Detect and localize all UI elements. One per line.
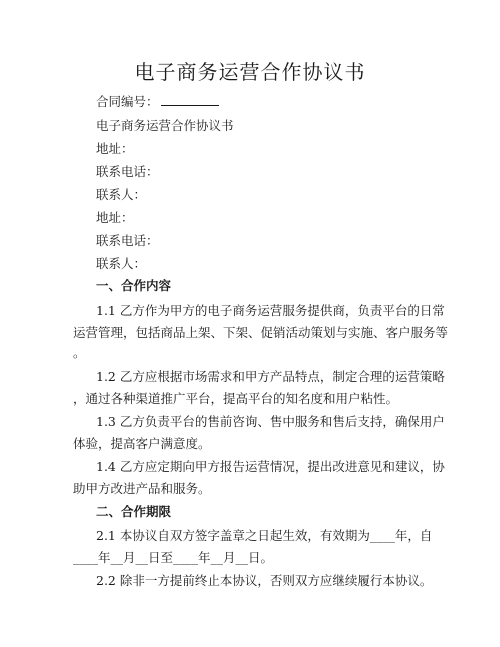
party-b-address: 地址： — [96, 210, 134, 225]
clause-1-1-line-3: 。 — [73, 345, 86, 360]
contract-number-label: 合同编号： — [96, 94, 159, 109]
clause-1-3-line-2: 体验，提高客户满意度。 — [73, 436, 211, 451]
contract-number-row — [96, 93, 219, 111]
clause-1-1-line-1: 1.1 乙方作为甲方的电子商务运营服务提供商，负责平台的日常 — [96, 303, 445, 318]
clause-2-1-line-1: 2.1 本协议自双方签字盖章之日起生效，有效期为____年，自 — [96, 528, 433, 543]
section-1-heading: 一、合作内容 — [96, 278, 172, 293]
clause-1-2-line-2: ，通过各种渠道推广平台，提高平台的知名度和用户粘性。 — [73, 391, 399, 406]
party-a-address: 地址： — [96, 141, 134, 156]
contract-number-blank — [161, 93, 219, 106]
party-b-contact: 联系人： — [96, 256, 147, 271]
party-a-phone: 联系电话： — [96, 164, 159, 179]
clause-1-4-line-1: 1.4 乙方应定期向甲方报告运营情况，提出改进意见和建议，协 — [96, 459, 445, 474]
document-title: 电子商务运营合作协议书 — [134, 60, 366, 84]
subtitle-line: 电子商务运营合作协议书 — [96, 118, 234, 133]
party-b-phone: 联系电话： — [96, 233, 159, 248]
clause-2-2-line-1: 2.2 除非一方提前终止本协议，否则双方应继续履行本协议。 — [96, 573, 433, 588]
clause-1-4-line-2: 助甲方改进产品和服务。 — [73, 481, 211, 496]
clause-1-2-line-1: 1.2 乙方应根据市场需求和甲方产品特点，制定合理的运营策略 — [96, 369, 445, 384]
clause-1-3-line-1: 1.3 乙方负责平台的售前咨询、售中服务和售后支持，确保用户 — [96, 414, 445, 429]
clause-1-1-line-2: 运营管理，包括商品上架、下架、促销活动策划与实施、客户服务等 — [73, 325, 449, 340]
section-2-heading: 二、合作期限 — [96, 504, 172, 519]
clause-2-1-line-2: ____年__月__日至____年__月__日。 — [73, 550, 274, 565]
party-a-contact: 联系人： — [96, 187, 147, 202]
